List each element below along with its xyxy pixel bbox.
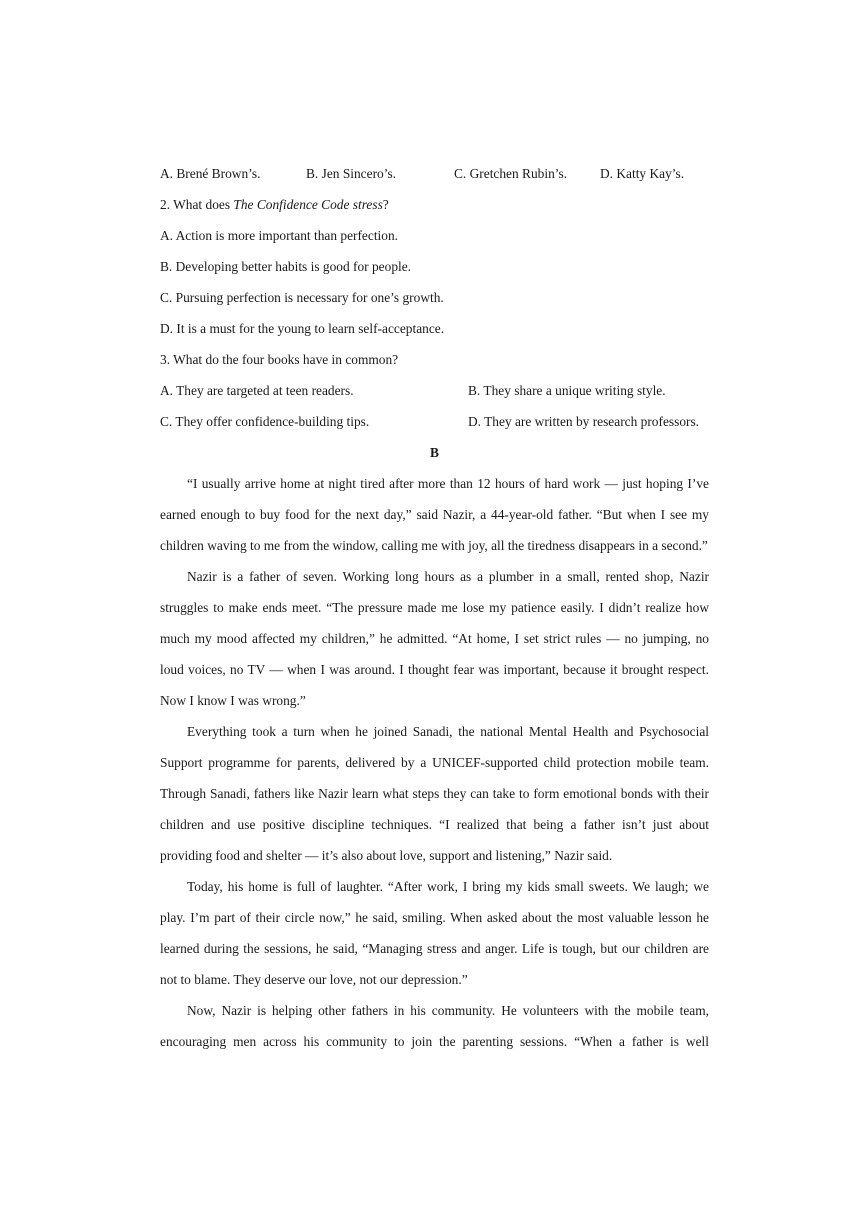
q3-option-c: C. They offer confidence-building tips. [160, 414, 370, 429]
q2-option-b: B. Developing better habits is good for people. [160, 259, 412, 274]
passage-paragraph: Everything took a turn when he joined Sanadi, the national Mental Health and Psychosocial Support programme for parents, delivered by a UNICEF-supported child protection mobile team. Through Sanadi, fathers like Nazir learn what steps they can take to form emotional bonds with their children and use positive discipline techniques. “I realized that being a father isn’t just about providing food and shelter — it’s also about love, support and listening,” Nazir said. [160, 724, 709, 863]
q2-stem-prefix: 2. What does [160, 197, 234, 212]
q2-option-a: A. Action is more important than perfection. [160, 228, 398, 243]
q2-option-c: C. Pursuing perfection is necessary for one’s growth. [160, 290, 444, 305]
q3-stem: 3. What do the four books have in common? [160, 352, 399, 367]
q3-options-row-2 [160, 406, 709, 437]
passage-paragraph: Now, Nazir is helping other fathers in his community. He volunteers with the mobile team, encouraging men across his community to join the parenting sessions. “When a father is well [160, 1003, 709, 1049]
q1-option-b: B. Jen Sincero’s. [306, 166, 397, 181]
q2-option-d: D. It is a must for the young to learn self-acceptance. [160, 321, 445, 336]
passage-paragraph: Today, his home is full of laughter. “After work, I bring my kids small sweets. We laugh; we play. I’m part of their circle now,” he said, smiling. When asked about the most valuable lesson he learned during the sessions, he said, “Managing stress and anger. Life is tough, but our children are not to blame. They deserve our love, not our depression.” [160, 879, 709, 987]
q3-option-d: D. They are written by research professors. [468, 414, 700, 429]
passage-paragraph: “I usually arrive home at night tired after more than 12 hours of hard work — just hoping I’ve earned enough to buy food for the next day,” said Nazir, a 44-year-old father. “But when I see my children waving to me from the window, calling me with joy, all the tiredness disappears in a second.” [160, 476, 709, 553]
exam-page [160, 158, 709, 1057]
section-heading: B [430, 445, 439, 460]
q1-option-d: D. Katty Kay’s. [600, 166, 685, 181]
passage-paragraph: Nazir is a father of seven. Working long hours as a plumber in a small, rented shop, Nazir struggles to make ends meet. “The pressure made me lose my patience easily. I didn’t realize how much my mood affected my children,” he admitted. “At home, I set strict rules — no jumping, no loud voices, no TV — when I was around. I thought fear was important, because it brought respect. Now I know I was wrong.” [160, 569, 709, 708]
q1-option-a: A. Brené Brown’s. [160, 166, 261, 181]
q1-options [160, 158, 709, 189]
q2-stem [160, 189, 709, 220]
passage-b [160, 468, 709, 1057]
q1-option-c: C. Gretchen Rubin’s. [454, 166, 568, 181]
q3-option-a: A. They are targeted at teen readers. [160, 383, 354, 398]
q2-stem-book-title: The Confidence Code stress [233, 197, 383, 212]
q2-stem-suffix: ? [382, 197, 389, 212]
q3-options-row-1 [160, 375, 709, 406]
q3-option-b: B. They share a unique writing style. [468, 383, 666, 398]
